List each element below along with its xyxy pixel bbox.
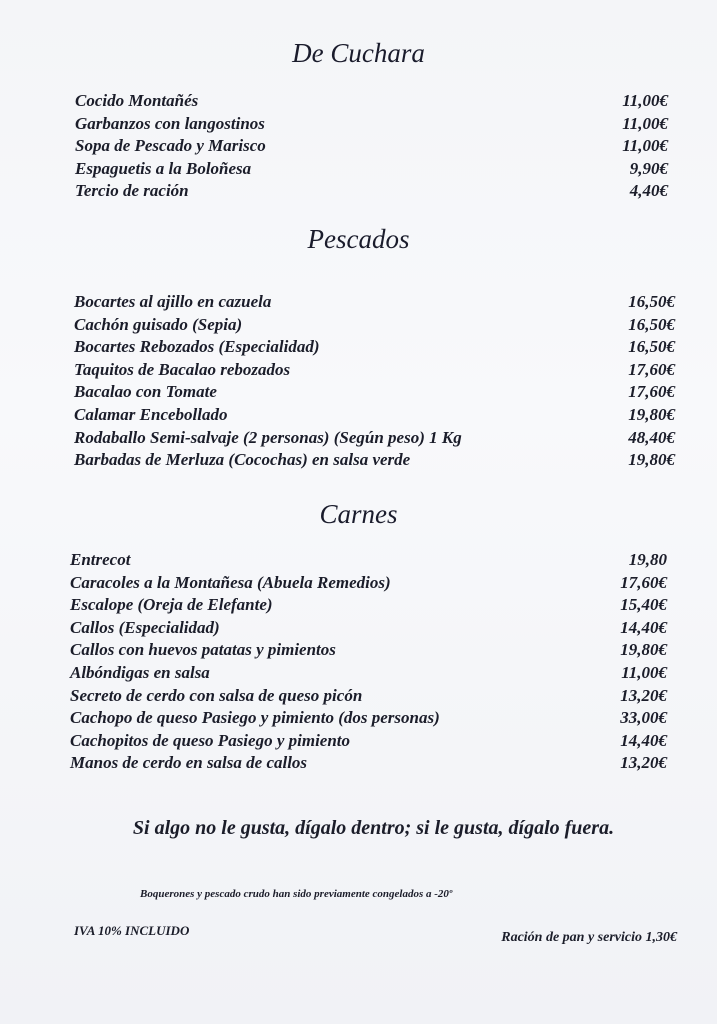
menu-item-price: 15,40€ <box>620 595 667 615</box>
menu-item <box>74 427 675 450</box>
menu-item-price: 19,80€ <box>628 404 675 424</box>
menu-item <box>70 752 667 775</box>
menu-item-price: 11,00€ <box>622 136 668 156</box>
menu-item-name: Callos (Especialidad) <box>70 617 220 637</box>
menu-item-price: 11,00€ <box>621 662 667 682</box>
menu-item <box>74 404 675 427</box>
section-title-de-cuchara: De Cuchara <box>292 38 425 68</box>
menu-item <box>75 180 668 203</box>
menu-item-name: Sopa de Pescado y Marisco <box>75 136 266 156</box>
menu-item-price: 11,00€ <box>622 113 668 133</box>
menu-item-name: Manos de cerdo en salsa de callos <box>70 753 308 773</box>
menu-item-price: 16,50€ <box>628 337 675 357</box>
menu-item-name: Cachón guisado (Sepia) <box>74 314 243 334</box>
menu-item <box>70 639 667 662</box>
menu-item-price: 33,00€ <box>620 708 667 728</box>
menu-item-price: 17,60€ <box>628 382 675 402</box>
menu-item-price: 16,50€ <box>628 314 675 334</box>
menu-item <box>74 381 675 404</box>
menu-item <box>74 449 675 472</box>
menu-item-name: Calamar Encebollado <box>74 404 228 424</box>
menu-item-name: Caracoles a la Montañesa (Abuela Remedios) <box>70 572 391 592</box>
menu-item-name: Cocido Montañés <box>75 91 199 110</box>
menu-item <box>75 135 668 158</box>
iva-notice: IVA 10% INCLUIDO <box>74 923 190 938</box>
menu-item <box>70 685 667 708</box>
menu-item <box>75 113 668 136</box>
menu-item <box>70 707 667 730</box>
menu-item-price: 9,90€ <box>629 158 668 178</box>
menu-item <box>70 549 667 572</box>
menu-item-price: 16,50€ <box>628 292 675 311</box>
menu-item-price: 13,20€ <box>620 685 667 705</box>
section-title-pescados: Pescados <box>307 224 410 254</box>
frozen-fish-notice: Boquerones y pescado crudo han sido previamente congelados a -20º <box>140 888 453 900</box>
menu-item-price: 17,60€ <box>628 359 675 379</box>
menu-item-price: 17,60€ <box>620 572 667 592</box>
menu-item <box>70 617 667 640</box>
menu-item <box>74 314 675 337</box>
menu-item-name: Entrecot <box>70 550 131 569</box>
menu-item-price: 14,40€ <box>620 617 667 637</box>
menu-item-price: 4,40€ <box>629 181 668 201</box>
menu-item-price: 19,80€ <box>620 640 667 660</box>
menu-item-name: Bacalao con Tomate <box>74 382 217 402</box>
menu-item <box>75 158 668 181</box>
menu-item-name: Tercio de ración <box>75 181 189 201</box>
menu-item-name: Albóndigas en salsa <box>70 662 210 682</box>
menu-item-price: 11,00€ <box>622 91 668 110</box>
menu-list-carnes <box>70 549 667 775</box>
menu-item-name: Barbadas de Merluza (Cocochas) en salsa verde <box>74 450 411 470</box>
menu-item-price: 19,80 <box>628 550 667 569</box>
menu-item-name: Taquitos de Bacalao rebozados <box>74 359 291 379</box>
menu-item-name: Cachopo de queso Pasiego y pimiento (dos personas) <box>70 708 440 728</box>
menu-item <box>70 662 667 685</box>
menu-item-name: Bocartes Rebozados (Especialidad) <box>74 337 320 357</box>
menu-list-pescados <box>74 291 675 472</box>
menu-item <box>75 90 668 113</box>
menu-item-price: 19,80€ <box>628 450 675 470</box>
menu-item-name: Espaguetis a la Boloñesa <box>75 158 252 178</box>
menu-item <box>70 594 667 617</box>
menu-item-name: Escalope (Oreja de Elefante) <box>70 595 273 615</box>
menu-item-name: Garbanzos con langostinos <box>75 113 265 133</box>
menu-item <box>74 291 675 314</box>
menu-item <box>70 730 667 753</box>
menu-item <box>70 572 667 595</box>
slogan: Si algo no le gusta, dígalo dentro; si le gusta, dígalo fuera. <box>132 817 615 839</box>
section-title-carnes: Carnes <box>319 499 398 529</box>
menu-item-name: Callos con huevos patatas y pimientos <box>70 640 336 660</box>
menu-item-name: Secreto de cerdo con salsa de queso picón <box>70 685 363 705</box>
menu-item-name: Bocartes al ajillo en cazuela <box>74 292 272 311</box>
menu-item <box>74 359 675 382</box>
menu-item-price: 48,40€ <box>628 427 675 447</box>
bread-service-price: Ración de pan y servicio 1,30€ <box>501 930 677 945</box>
menu-item-price: 14,40€ <box>620 730 667 750</box>
menu-item-price: 13,20€ <box>620 753 667 773</box>
menu-list-de-cuchara <box>75 90 668 203</box>
menu-item-name: Cachopitos de queso Pasiego y pimiento <box>70 730 351 750</box>
menu-item <box>74 336 675 359</box>
menu-item-name: Rodaballo Semi-salvaje (2 personas) (Según peso) 1 Kg <box>74 427 462 447</box>
